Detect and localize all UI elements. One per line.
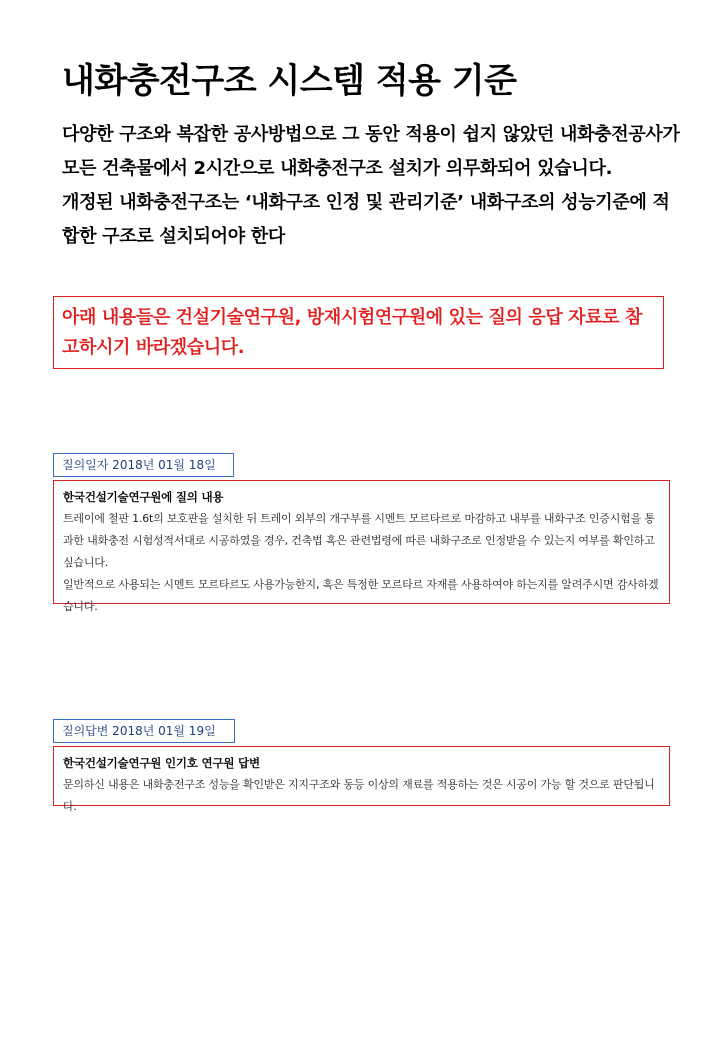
- intro-section: [62, 118, 682, 254]
- answer-heading: 한국건설기술연구원 인기호 연구원 답변: [63, 756, 260, 770]
- question-paragraph-1: 트레이에 철판 1.6t의 보호판을 설치한 뒤 트레이 외부의 개구부를 시멘트 모르타르로 마감하고 내부를 내화구조 인증시험을 통과한 내화충전 시험성적서대로 시공하였을 경우, 건축법 혹은 관련법령에 따른 내화구조로 인정받을 수 있는지 여부를 확인하고 싶습니다.: [63, 512, 655, 569]
- answer-date-label: 질의답변 2018년 01월 19일: [53, 719, 235, 743]
- notice-box: 아래 내용들은 건설기술연구원, 방재시험연구원에 있는 질의 응답 자료로 참고하시기 바라겠습니다.: [53, 296, 664, 369]
- answer-paragraph-1: 문의하신 내용은 내화충전구조 성능을 확인받은 지지구조와 동등 이상의 재료를 적용하는 것은 시공이 가능 할 것으로 판단됩니다.: [63, 778, 655, 813]
- page-title: 내화충전구조 시스템 적용 기준: [62, 61, 517, 101]
- question-box: [53, 480, 670, 613]
- question-heading: 한국건설기술연구원에 질의 내용: [63, 490, 224, 504]
- question-paragraph-2: 일반적으로 사용되는 시멘트 모르타르도 사용가능한지, 혹은 특정한 모르타르 자재를 사용하여야 하는지를 알려주시면 감사하겠습니다.: [63, 578, 659, 613]
- answer-box: [53, 746, 670, 813]
- intro-paragraph-1: 다양한 구조와 복잡한 공사방법으로 그 동안 적용이 쉽지 않았던 내화충전공사가 모든 건축물에서 2시간으로 내화충전구조 설치가 의무화되어 있습니다.: [62, 124, 680, 179]
- intro-paragraph-2: 개정된 내화충전구조는 ‘내화구조 인정 및 관리기준’ 내화구조의 성능기준에 적합한 구조로 설치되어야 한다: [62, 192, 670, 247]
- question-date-label: 질의일자 2018년 01월 18일: [53, 453, 234, 477]
